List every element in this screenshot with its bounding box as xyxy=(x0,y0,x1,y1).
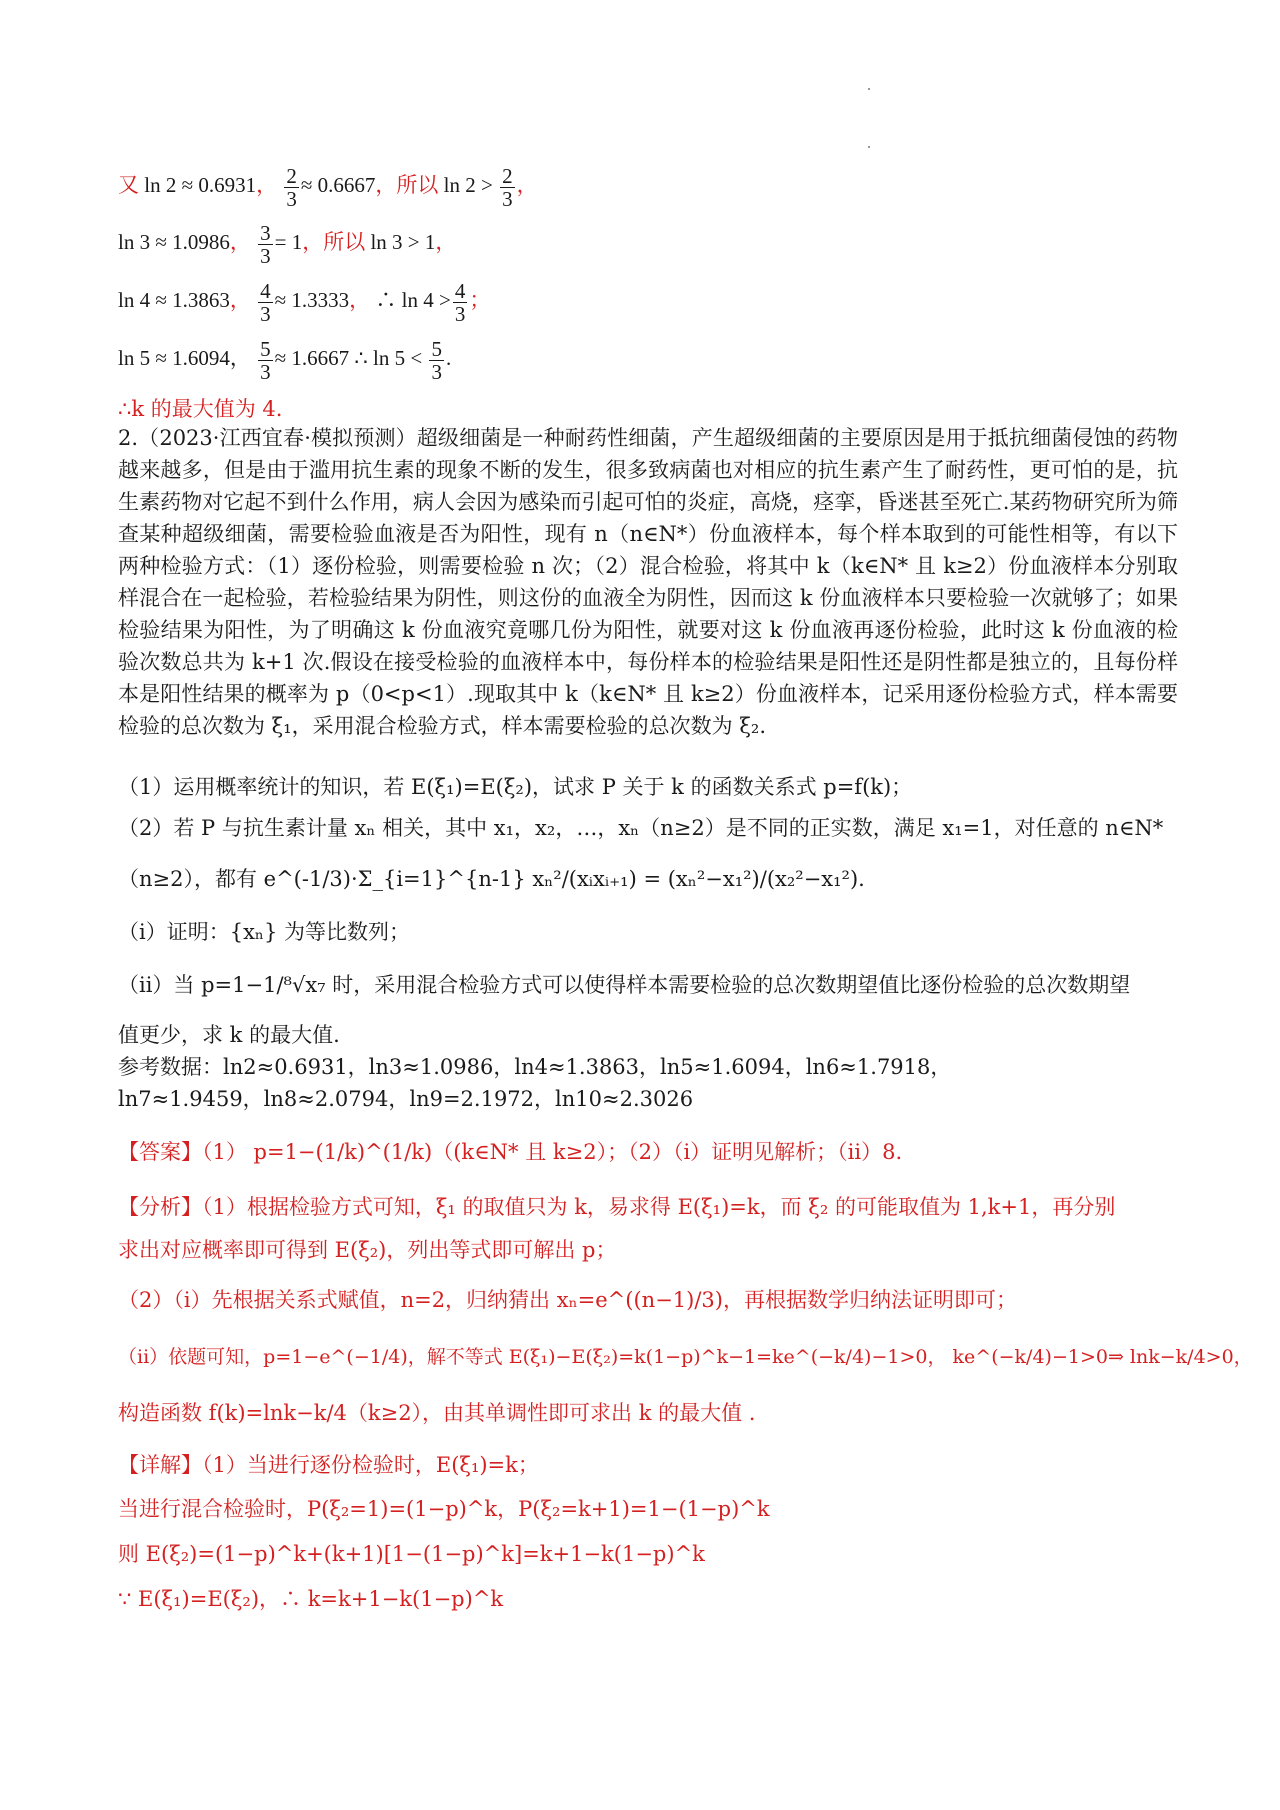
scan-dot xyxy=(868,146,870,148)
question-1: （1）运用概率统计的知识，若 E(ξ₁)=E(ξ₂)，试求 P 关于 k 的函数关系式 p=f(k)； xyxy=(118,775,913,799)
question-2: （2）若 P 与抗生素计量 xₙ 相关，其中 x₁，x₂，…，xₙ（n≥2）是不同的正实数，满足 x₁=1，对任意的 n∈N* xyxy=(118,816,1164,840)
analysis-line-5: 构造函数 f(k)=lnk−k/4（k≥2），由其单调性即可求出 k 的最大值 . xyxy=(118,1401,756,1425)
question-2-condition: （n≥2），都有 e^(-1/3)·Σ_{i=1}^{n-1} xₙ²/(xᵢxᵢ₊₁) = (xₙ²−x₁²)/(x₂²−x₁²). xyxy=(118,867,865,891)
line-ln4: ln 4 ≈ 1.3863， $\frac{4}{3}$ ≈ 1.3333， ∴ ln 4 > $\frac{4}{3}$ ； xyxy=(118,279,491,327)
answer-text: （1） p=1−(1/k)^(1/k)（(k∈N* 且 k≥2）；（2）（i）证明见解析；（ii）8. xyxy=(202,1140,903,1164)
analysis-tag: 【分析】 xyxy=(118,1195,202,1219)
scan-dot xyxy=(868,88,870,90)
analysis-line-3: （2）（i）先根据关系式赋值，n=2，归纳猜出 xₙ=e^((n−1)/3)，再根据数学归纳法证明即可； xyxy=(118,1288,1017,1312)
line-kmax: ∴k 的最大值为 4. xyxy=(118,397,283,421)
analysis-line-4: （ii）依题可知，p=1−e^(−1/4)，解不等式 E(ξ₁)−E(ξ₂)=k(1−p)^k−1=ke^(−k/4)−1>0， ke^(−k/4)−1>0⇒ lnk−k/4>0， xyxy=(118,1346,1253,1368)
line-ln3: ln 3 ≈ 1.0986， $\frac{3}{3}$ = 1，所以 ln 3 > 1， xyxy=(118,221,457,269)
question-2-ii: （ii）当 p=1−1/⁸√x₇ 时，采用混合检验方式可以使得样本需要检验的总次数期望值比逐份检验的总次数期望 xyxy=(118,973,1131,997)
question-2-i: （i）证明：{xₙ} 为等比数列； xyxy=(118,920,411,944)
analysis-line-1: 【分析】（1）根据检验方式可知，ξ₁ 的取值只为 k，易求得 E(ξ₁)=k，而 ξ₂ 的可能取值为 1,k+1，再分别 xyxy=(118,1195,1116,1219)
analysis-line-2: 求出对应概率即可得到 E(ξ₂)，列出等式即可解出 p； xyxy=(118,1238,617,1262)
detail-line-4: ∵ E(ξ₁)=E(ξ₂)，∴ k=k+1−k(1−p)^k xyxy=(118,1587,504,1611)
line-ln5: ln 5 ≈ 1.6094， $\frac{5}{3}$ ≈ 1.6667 ∴ ln 5 < $\frac{5}{3}$ . xyxy=(118,337,452,385)
reference-data-cont: ln7≈1.9459，ln8≈2.0794，ln9=2.1972，ln10≈2.3026 xyxy=(118,1087,694,1111)
answer-tag: 【答案】 xyxy=(118,1140,202,1164)
line-ln2: 又 ln 2 ≈ 0.6931， $\frac{2}{3}$ ≈ 0.6667，所以 ln 2 > $\frac{2}{3}$ ， xyxy=(118,164,538,212)
detail-tag: 【详解】 xyxy=(118,1453,202,1477)
question-2-ii-cont: 值更少，求 k 的最大值. xyxy=(118,1023,340,1047)
reference-data: 参考数据：ln2≈0.6931，ln3≈1.0986，ln4≈1.3863，ln5≈1.6094，ln6≈1.7918， xyxy=(118,1055,952,1079)
detail-line-1: 【详解】（1）当进行逐份检验时，E(ξ₁)=k； xyxy=(118,1453,539,1477)
problem-statement: 2.（2023·江西宜春·模拟预测）超级细菌是一种耐药性细菌，产生超级细菌的主要原因是用于抵抗细菌侵蚀的药物越来越多，但是由于滥用抗生素的现象不断的发生，很多致病菌也对相应的抗生素产生了耐药性，更可怕的是，抗生素药物对它起不到什么作用，病人会因为感染而引起可怕的炎症，高烧，痉挛，昏迷甚至死亡.某药物研究所为筛查某种超级细菌，需要检验血液是否为阳性，现有 n（n∈N*）份血液样本，每个样本取到的可能性相等，有以下两种检验方式：（1）逐份检验，则需要检验 n 次；（2）混合检验，将其中 k（k∈N* 且 k≥2）份血液样本分别取样混合在一起检验，若检验结果为阴性，则这份的血液全为阴性，因而这 k 份血液样本只要检验一次就够了；如果检验结果为阳性，为了明确这 k 份血液究竟哪几份为阳性，就要对这 k 份血液再逐份检验，此时这 k 份血液的检验次数总共为 k+1 次.假设在接受检验的血液样本中，每份样本的检验结果是阳性还是阴性都是独立的，且每份样本是阳性结果的概率为 p（0<p<1）.现取其中 k（k∈N* 且 k≥2）份血液样本，记采用逐份检验方式，样本需要检验的总次数为 ξ₁，采用混合检验方式，样本需要检验的总次数为 ξ₂. xyxy=(118,426,1178,738)
detail-line-3: 则 E(ξ₂)=(1−p)^k+(k+1)[1−(1−p)^k]=k+1−k(1−p)^k xyxy=(118,1542,705,1566)
answer-line xyxy=(118,1135,1178,1169)
detail-line-2: 当进行混合检验时，P(ξ₂=1)=(1−p)^k，P(ξ₂=k+1)=1−(1−p)^k xyxy=(118,1497,770,1521)
